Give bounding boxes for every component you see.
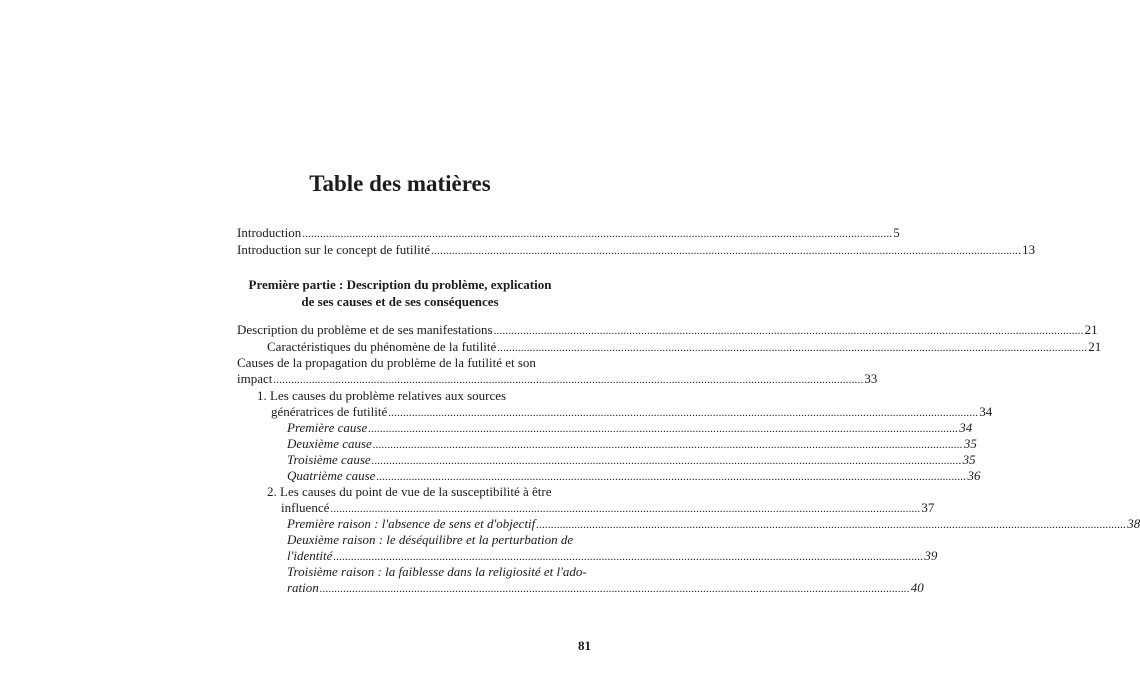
toc-entry-page: 34 [959,420,973,435]
toc-entry-section1[interactable] [271,404,993,421]
dot-leader: ........................................................................................................................................................................................................ [372,439,963,451]
toc-entry-label: influencé [281,500,330,515]
toc-entry-label: Troisième cause [287,452,371,467]
toc-entry-label: Première raison : l'absence de sens et d'objectif [287,516,536,531]
toc-entry-label: Introduction sur le concept de futilité [237,242,431,257]
dot-leader: ........................................................................................................................................................................................................ [302,228,893,240]
toc-entry-propagation[interactable] [237,371,878,388]
part-heading [230,276,570,310]
toc-entry-page: 21 [1084,322,1098,337]
toc-entry-page: 21 [1088,339,1102,354]
toc-entry-page: 33 [864,371,878,386]
toc-deuxieme-raison-line1: Deuxième raison : le déséquilibre et la perturbation de [287,532,574,547]
dot-leader: ........................................................................................................................................................................................................ [330,503,921,515]
dot-leader: ........................................................................................................................................................................................................ [371,455,962,467]
toc-entry-label: ration [287,580,319,595]
toc-entry-label: Description du problème et de ses manifestations [237,322,493,337]
toc-entry-page: 35 [963,436,977,451]
toc-entry-description[interactable] [237,322,1098,339]
toc-entry-troisieme-cause[interactable] [287,452,976,469]
toc-entry-label: Quatrième cause [287,468,376,483]
toc-entry-premiere-cause[interactable] [287,420,973,437]
toc-entry-section2[interactable] [281,500,935,517]
toc-entry-page: 38 [1127,516,1140,531]
toc-entry-label: Première cause [287,420,368,435]
toc-entry-page: 5 [893,225,900,240]
toc-entry-page: 35 [962,452,976,467]
toc-entry-deuxieme-raison[interactable] [287,548,938,565]
dot-leader: ........................................................................................................................................................................................................ [376,471,967,483]
toc-entry-troisieme-raison[interactable] [287,580,924,597]
dot-leader: ........................................................................................................................................................................................................ [536,519,1127,531]
page-title: Table des matières [309,171,491,196]
dot-leader: ........................................................................................................................................................................................................ [493,325,1084,337]
toc-entry-label: génératrices de futilité [271,404,388,419]
dot-leader: ........................................................................................................................................................................................................ [388,407,979,419]
dot-leader: ........................................................................................................................................................................................................ [431,245,1022,257]
toc-entry-propagation-line1: Causes de la propagation du problème de la futilité et son [237,355,536,370]
toc-entry-page: 40 [910,580,924,595]
toc-entry-page: 34 [979,404,993,419]
toc-entry-label: l'identité [287,548,333,563]
toc-entry-page: 37 [921,500,935,515]
dot-leader: ........................................................................................................................................................................................................ [319,583,910,595]
toc-entry-concept[interactable] [237,242,1036,259]
toc-entry-label: Introduction [237,225,302,240]
toc-entry-premiere-raison[interactable] [287,516,1140,533]
toc-section1-line1: 1. Les causes du problème relatives aux sources [257,388,507,403]
toc-entry-introduction[interactable] [237,225,900,242]
toc-entry-page: 36 [967,468,981,483]
dot-leader: ........................................................................................................................................................................................................ [273,374,864,386]
part-heading-line: de ses causes et de ses conséquences [301,294,499,309]
dot-leader: ........................................................................................................................................................................................................ [497,342,1088,354]
toc-entry-page: 39 [924,548,938,563]
toc-entry-label: Deuxième cause [287,436,372,451]
toc-entry-quatrieme-cause[interactable] [287,468,981,485]
toc-entry-page: 13 [1022,242,1036,257]
toc-section2-line1: 2. Les causes du point de vue de la susceptibilité à être [267,484,552,499]
toc-entry-label: Caractéristiques du phénomène de la futilité [267,339,497,354]
part-heading-line: Première partie : Description du problème, explication [248,277,552,292]
toc-entry-deuxieme-cause[interactable] [287,436,977,453]
dot-leader: ........................................................................................................................................................................................................ [333,551,924,563]
dot-leader: ........................................................................................................................................................................................................ [368,423,959,435]
toc-entry-caracteristiques[interactable] [267,339,1102,356]
toc-entry-label: impact [237,371,273,386]
page-number: 81 [578,638,591,653]
toc-troisieme-raison-line1: Troisième raison : la faiblesse dans la religiosité et l'ado- [287,564,587,579]
